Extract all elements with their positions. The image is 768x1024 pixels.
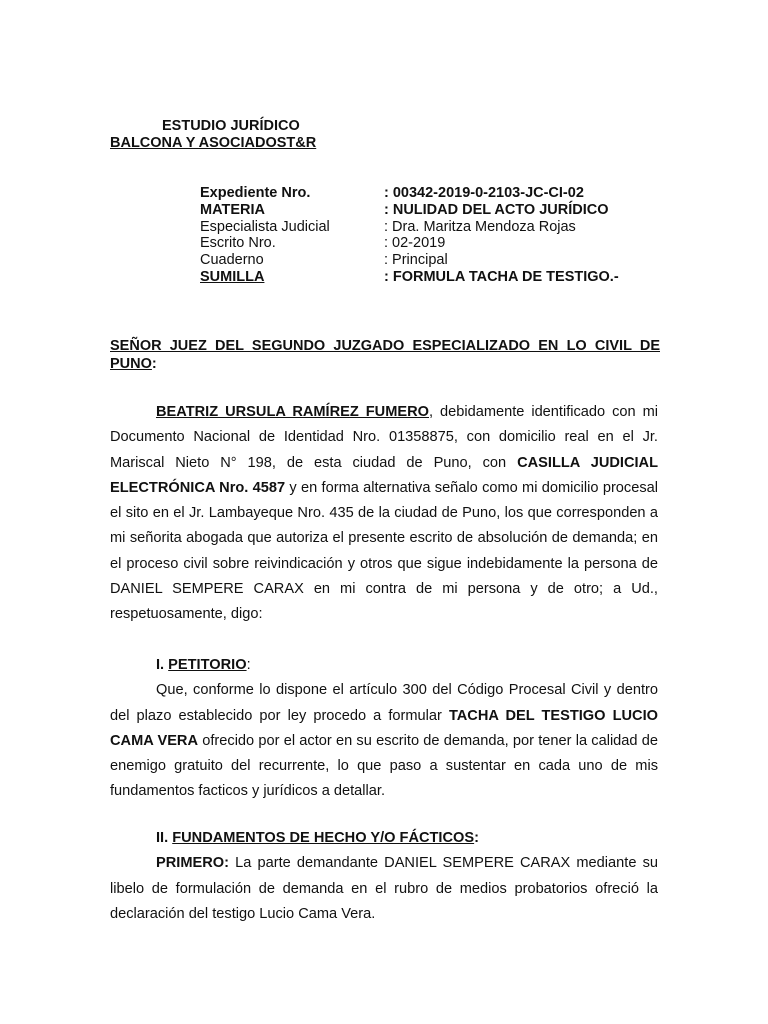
- section-number: I.: [156, 657, 169, 673]
- case-info-value: : Principal: [384, 252, 448, 269]
- case-info-value: : Dra. Maritza Mendoza Rojas: [384, 218, 576, 235]
- addressee-text: SEÑOR JUEZ DEL SEGUNDO JUZGADO ESPECIALIZADO EN LO CIVIL DE PUNO: [110, 338, 660, 372]
- case-info-value: : 02-2019: [384, 235, 446, 252]
- case-info-label: SUMILLA: [200, 268, 265, 285]
- intro-text-2: y en forma alternativa señalo como mi domicilio procesal el sito en el Jr. Lambayeque Nro. 435 de la ciudad de Puno, los que corresponden a mi señorita abogada que autoriza el presente escrito de absolución de demanda; en el proceso civil sobre reivindicación y otros que sigue indebidamente la persona de DANIEL SEMPERE CARAX en mi contra de mi persona y de otro; a Ud., respetuosamente, digo:: [110, 479, 658, 623]
- case-info-label: Escrito Nro.: [200, 235, 276, 252]
- case-info-label: MATERIA: [200, 201, 265, 218]
- case-info-label: Cuaderno: [200, 252, 264, 269]
- case-info-row: [200, 185, 619, 202]
- fundamentos-section: [110, 826, 658, 927]
- casilla-judicial: CASILLA JUDICIAL ELECTRÓNICA Nro. 4587: [110, 454, 659, 496]
- petitorio-section: [110, 653, 658, 805]
- firm-line-2: BALCONA Y ASOCIADOST&R: [110, 135, 317, 151]
- primero-label: PRIMERO:: [156, 855, 229, 872]
- tacha-emphasis: TACHA DEL TESTIGO LUCIO CAMA VERA: [110, 707, 658, 749]
- petitorio-text-2: ofrecido por el actor en su escrito de demanda, por tener la calidad de enemigo gratuito del recurrente, lo que paso a sustentar en cada uno de mis fundamentos facticos y jurídicos a detallar.: [110, 732, 658, 800]
- law-firm-header: [110, 118, 316, 152]
- primero-text: La parte demandante DANIEL SEMPERE CARAX mediante su libelo de formulación de demanda en el rubro de medios probatorios ofreció la declaración del testigo Lucio Cama Vera.: [110, 855, 658, 922]
- section-number: II.: [156, 830, 173, 846]
- section-colon: :: [474, 830, 479, 846]
- case-info-label: Expediente Nro.: [200, 185, 311, 201]
- intro-text-1: , debidamente identificado con mi Documento Nacional de Identidad Nro. 01358875, con domicilio real en el Jr. Mariscal Nieto N° 198, de esta ciudad de Puno, con: [110, 404, 658, 471]
- case-info-value: : 00342-2019-0-2103-JC-CI-02: [384, 185, 584, 201]
- case-info-value: : NULIDAD DEL ACTO JURÍDICO: [384, 201, 609, 218]
- case-info-value: : FORMULA TACHA DE TESTIGO.-: [384, 268, 619, 285]
- case-info-row: [200, 219, 619, 236]
- case-info-row: [200, 252, 619, 269]
- addressee-colon: :: [151, 356, 157, 372]
- firm-line-1: ESTUDIO JURÍDICO: [162, 118, 300, 134]
- case-info-row: [200, 235, 619, 252]
- section-heading: [110, 653, 658, 678]
- primero-paragraph: [110, 851, 658, 927]
- case-info-label: Especialista Judicial: [200, 218, 330, 235]
- petitioner-name: BEATRIZ URSULA RAMÍREZ FUMERO: [156, 404, 429, 420]
- section-colon: :: [246, 657, 251, 673]
- case-info-row: [200, 202, 619, 219]
- section-title: FUNDAMENTOS DE HECHO Y/O FÁCTICOS: [172, 830, 475, 846]
- intro-paragraph: [110, 400, 658, 628]
- petitorio-paragraph: [110, 678, 658, 804]
- case-info-table: [200, 185, 619, 286]
- petitorio-text-1: Que, conforme lo dispone el artículo 300 del Código Procesal Civil y dentro del plazo establecido por ley procedo a formular: [110, 682, 658, 724]
- case-info-row: [200, 269, 619, 286]
- section-heading: [110, 826, 658, 851]
- addressee-heading: [110, 337, 660, 373]
- section-title: PETITORIO: [168, 657, 247, 673]
